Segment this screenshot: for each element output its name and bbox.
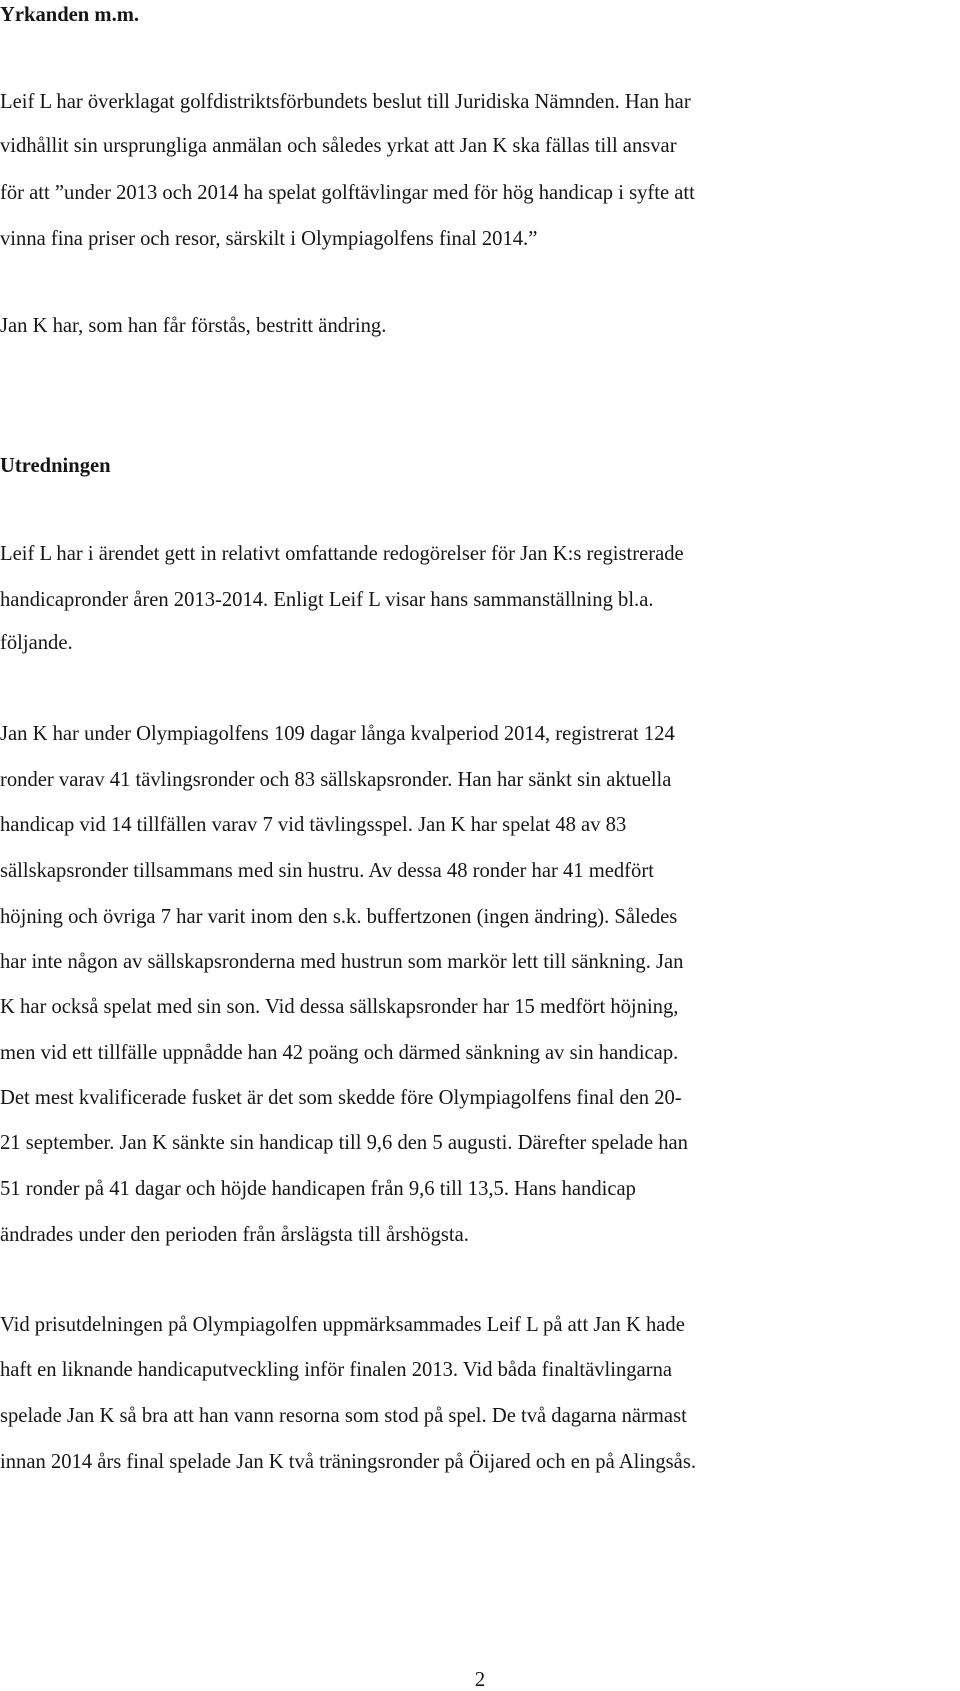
- text-line: handicap vid 14 tillfällen varav 7 vid tävlingsspel. Jan K har spelat 48 av 83: [0, 814, 627, 836]
- text-line: vinna fina priser och resor, särskilt i Olympiagolfens final 2014.”: [0, 228, 538, 250]
- text-line: 21 september. Jan K sänkte sin handicap till 9,6 den 5 augusti. Därefter spelade han: [0, 1132, 688, 1154]
- page-number: 2: [474, 1667, 486, 1691]
- text-line: Leif L har överklagat golfdistriktsförbundets beslut till Juridiska Nämnden. Han har: [0, 91, 691, 113]
- text-line: sällskapsronder tillsammans med sin hustru. Av dessa 48 ronder har 41 medfört: [0, 860, 654, 882]
- text-line: K har också spelat med sin son. Vid dessa sällskapsronder har 15 medfört höjning,: [0, 996, 679, 1018]
- text-line: innan 2014 års final spelade Jan K två träningsronder på Öijared och en på Alingsås.: [0, 1451, 696, 1473]
- text-line: har inte någon av sällskapsronderna med hustrun som markör lett till sänkning. Jan: [0, 951, 684, 973]
- text-line: vidhållit sin ursprungliga anmälan och således yrkat att Jan K ska fällas till ansvar: [0, 135, 677, 157]
- section-heading: Utredningen: [0, 455, 111, 477]
- text-line: Leif L har i ärendet gett in relativt omfattande redogörelser för Jan K:s registrerade: [0, 543, 684, 565]
- text-line: haft en liknande handicaputveckling inför finalen 2013. Vid båda finaltävlingarna: [0, 1359, 673, 1381]
- text-line: men vid ett tillfälle uppnådde han 42 poäng och därmed sänkning av sin handicap.: [0, 1042, 679, 1064]
- text-line: ändrades under den perioden från årslägsta till årshögsta.: [0, 1224, 469, 1246]
- text-line: följande.: [0, 632, 73, 654]
- text-line: ronder varav 41 tävlingsronder och 83 sällskapsronder. Han har sänkt sin aktuella: [0, 769, 672, 791]
- text-line: Jan K har, som han får förstås, bestritt ändring.: [0, 315, 387, 337]
- text-line: spelade Jan K så bra att han vann resorna som stod på spel. De två dagarna närmast: [0, 1405, 687, 1427]
- text-line: höjning och övriga 7 har varit inom den s.k. buffertzonen (ingen ändring). Således: [0, 906, 678, 928]
- text-line: handicapronder åren 2013-2014. Enligt Leif L visar hans sammanställning bl.a.: [0, 589, 654, 611]
- text-line: Vid prisutdelningen på Olympiagolfen uppmärksammades Leif L på att Jan K hade: [0, 1314, 685, 1336]
- text-line: Det mest kvalificerade fusket är det som skedde före Olympiagolfens final den 20-: [0, 1087, 682, 1109]
- text-line: 51 ronder på 41 dagar och höjde handicapen från 9,6 till 13,5. Hans handicap: [0, 1178, 636, 1200]
- section-heading: Yrkanden m.m.: [0, 4, 140, 26]
- text-line: för att ”under 2013 och 2014 ha spelat golftävlingar med för hög handicap i syfte att: [0, 182, 695, 204]
- text-line: Jan K har under Olympiagolfens 109 dagar långa kvalperiod 2014, registrerat 124: [0, 723, 675, 745]
